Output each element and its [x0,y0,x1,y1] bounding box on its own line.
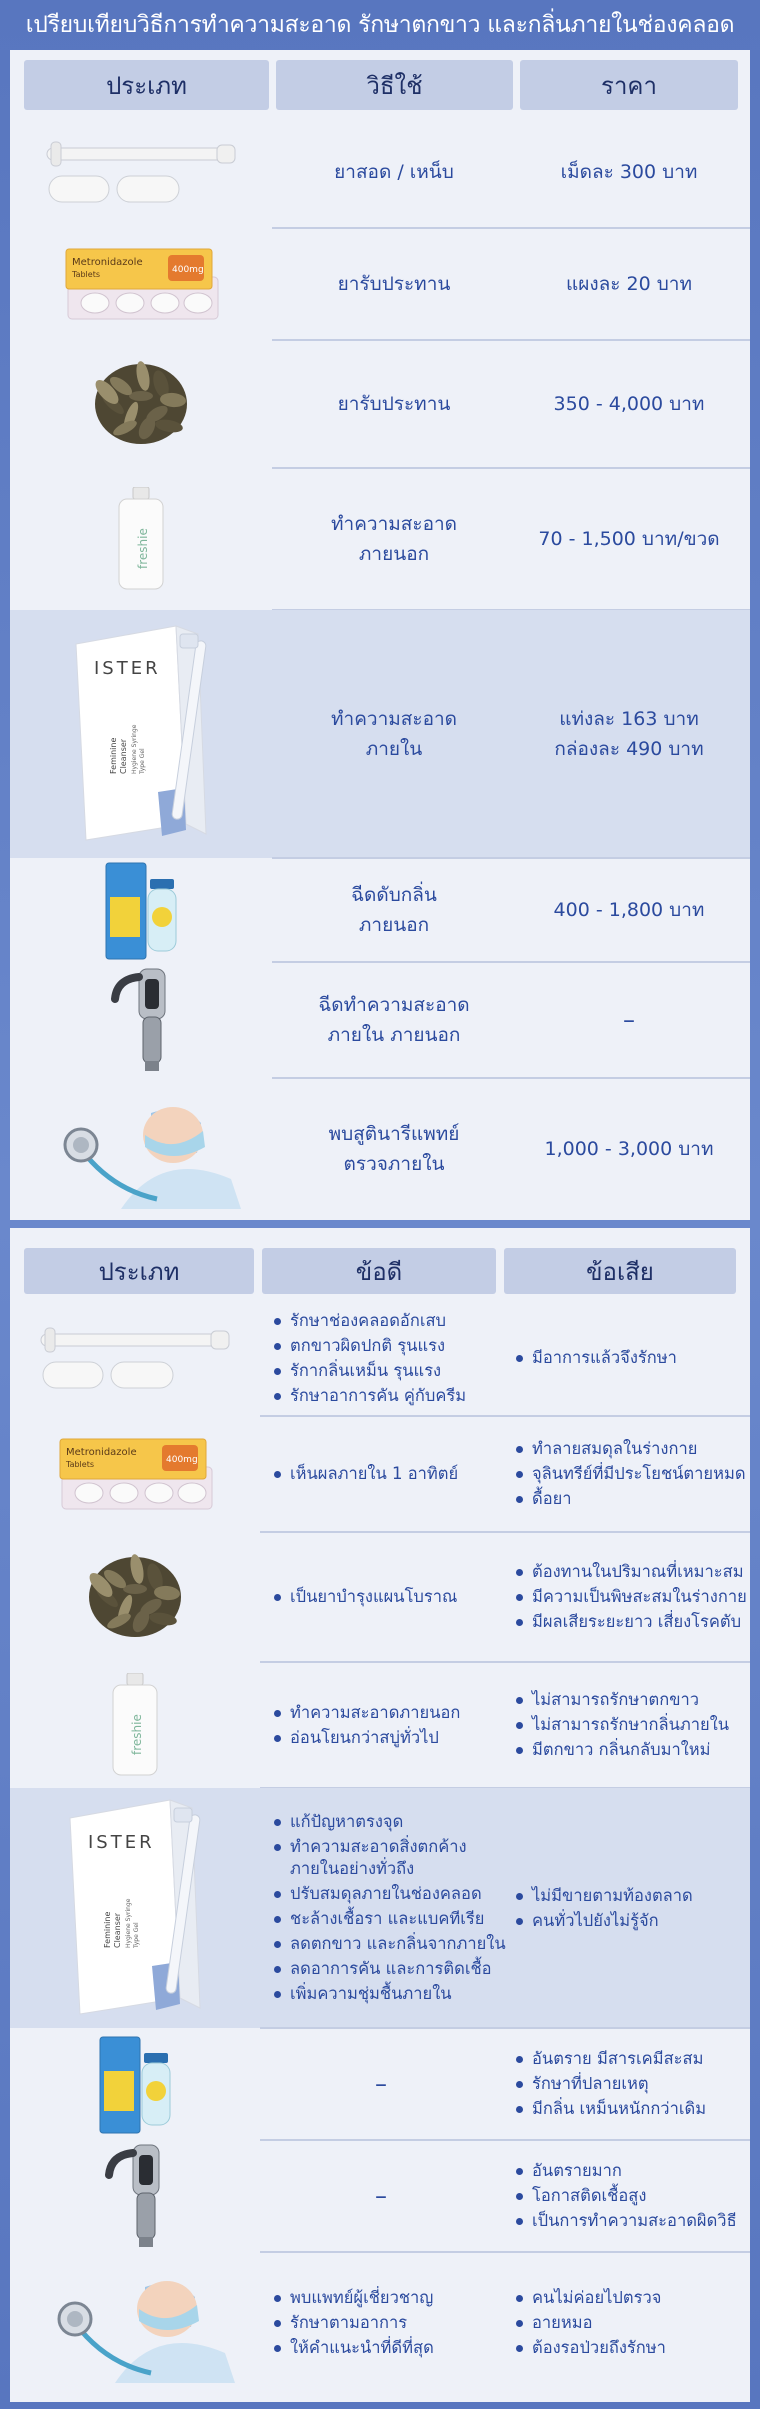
dried-herbs-icon [10,1532,260,1662]
svg-text:Metronidazole: Metronidazole [66,1447,137,1458]
cons-cell [502,1300,760,1416]
header-type: ประเภท [24,1248,254,1294]
svg-text:Tablets: Tablets [72,270,100,279]
usage-cell [272,340,516,468]
header-usage: วิธีใช้ [276,60,513,110]
usage-cell [272,116,516,228]
pros-cell [260,1416,514,1532]
cons-cell [502,2252,760,2394]
usage-cell-line: ยาสอด / เหน็บ [334,161,454,183]
usage-cell-line: ภายใน [365,738,423,760]
bullet-item: ดื้อยา [514,1488,746,1510]
bullet-item: พบแพทย์ผู้เชี่ยวชาญ [272,2287,434,2309]
bullet-item: เห็นผลภายใน 1 อาทิตย์ [272,1463,458,1485]
table-row [10,1300,750,1416]
svg-text:Cleanser: Cleanser [119,738,128,774]
price-cell [516,228,742,340]
price-cell [516,962,742,1078]
price-cell-line: 70 - 1,500 บาท/ขวด [538,528,720,550]
table-row [10,228,750,340]
bullet-item: คนไม่ค่อยไปตรวจ [514,2287,666,2309]
table-row [10,2252,750,2394]
pros-cell [260,2140,502,2252]
bullet-item: มีตกขาว กลิ่นกลับมาใหม่ [514,1739,729,1761]
svg-text:Type Gel: Type Gel [139,748,146,774]
bullet-item: ไม่สามารถรักษากลิ่นภายใน [514,1714,729,1736]
table-row [10,610,750,858]
bullet-item: ลดอาการคัน และการติดเชื้อ [272,1958,514,1980]
cons-cell [502,1788,760,2028]
table-row [10,1662,750,1788]
bullet-item: คนทั่วไปยังไม่รู้จัก [514,1910,693,1932]
bullet-item: ต้องทานในปริมาณที่เหมาะสม [514,1561,747,1583]
usage-cell-line: ภายใน ภายนอก [327,1024,461,1046]
usage-cell-line: ภายนอก [358,543,430,565]
deodorant-spray-icon [10,858,272,962]
table-row [10,1532,750,1662]
bullet-item: ไม่สามารถรักษาตกขาว [514,1689,729,1711]
header-cons: ข้อเสีย [504,1248,736,1294]
usage-cell [272,228,516,340]
usage-cell [272,468,516,610]
cons-cell [502,2140,760,2252]
table-row [10,962,750,1078]
bullet-item: ให้คำแนะนำที่ดีที่สุด [272,2337,434,2359]
doctor-stethoscope-icon [10,2252,260,2394]
price-cell-line: แผงละ 20 บาท [565,273,692,295]
table-row [10,116,750,228]
table-row [10,468,750,610]
cons-cell [502,1416,760,1532]
usage-cell-line: ฉีดดับกลิ่น [351,884,437,906]
ister-gel-box-icon [10,1788,260,2028]
bullet-item: รักากลิ่นเหม็น รุนแรง [272,1360,466,1382]
price-cell-line: 1,000 - 3,000 บาท [544,1138,714,1160]
page-title: เปรียบเทียบวิธีการทำความสะอาด รักษาตกขาว และกลิ่นภายในช่องคลอด [25,12,735,38]
svg-text:Type Gel: Type Gel [133,1922,140,1948]
price-cell [516,340,742,468]
bullet-item: ไม่มีขายตามท้องตลาด [514,1885,693,1907]
bullet-item: แก้ปัญหาตรงจุด [272,1811,514,1833]
bullet-item: อันตรายมาก [514,2160,737,2182]
usage-cell-line: ฉีดทำความสะอาด [318,994,470,1016]
svg-text:freshie: freshie [136,528,150,569]
bullet-item: ลดตกขาว และกลิ่นจากภายใน [272,1933,514,1955]
cons-cell [502,2028,760,2140]
usage-cell-line: ภายนอก [358,914,430,936]
pros-cell-empty: – [375,2070,387,2098]
bullet-item: เป็นยาบำรุงแผนโบราณ [272,1586,457,1608]
feminine-wash-bottle-icon [10,1662,260,1788]
dried-herbs-icon [10,340,272,468]
usage-cell-line: ทำความสะอาด [331,708,457,730]
table-row [10,1416,750,1532]
price-cell [516,610,742,858]
price-cell [516,116,742,228]
cons-cell [502,1532,760,1662]
price-cell-line: 350 - 4,000 บาท [553,393,705,415]
bullet-item: อ่อนโยนกว่าสบู่ทั่วไป [272,1727,460,1749]
bullet-item: มีความเป็นพิษสะสมในร่างกาย [514,1586,747,1608]
price-cell-line: 400 - 1,800 บาท [553,899,705,921]
bullet-item: อายหมอ [514,2312,666,2334]
svg-text:freshie: freshie [130,1714,144,1755]
price-cell [516,858,742,962]
pros-cell [260,1662,514,1788]
bidet-sprayer-icon [10,962,272,1078]
usage-cell [272,1078,516,1220]
cons-cell [502,1662,760,1788]
header-price: ราคา [520,60,738,110]
pros-cell [260,1532,514,1662]
svg-text:Cleanser: Cleanser [113,1912,122,1948]
price-cell-line: – [623,1006,635,1034]
pros-cell [260,1788,514,2028]
svg-text:400mg: 400mg [166,1455,198,1465]
usage-cell [272,610,516,858]
table-row [10,340,750,468]
price-cell-line: กล่องละ 490 บาท [554,738,704,760]
metronidazole-tablets-icon [10,228,272,340]
bullet-item: มีอาการแล้วจึงรักษา [514,1347,677,1369]
usage-cell [272,962,516,1078]
usage-cell-line: ตรวจภายใน [343,1153,445,1175]
bullet-item: รักษาตามอาการ [272,2312,434,2334]
bullet-item: รักษาที่ปลายเหตุ [514,2073,706,2095]
pros-cell [260,1300,514,1416]
svg-text:Feminine: Feminine [109,737,118,774]
ister-gel-box-icon [10,610,272,858]
bullet-item: ปรับสมดุลภายในช่องคลอด [272,1883,514,1905]
svg-text:Tablets: Tablets [66,1460,94,1469]
pros-cell [260,2252,514,2394]
bullet-item: ทำความสะอาดภายนอก [272,1702,460,1724]
bidet-sprayer-icon [10,2140,260,2252]
bullet-item: จุลินทรีย์ที่มีประโยชน์ตายหมด [514,1463,746,1485]
price-comparison-table [10,50,750,1220]
usage-cell-line: ทำความสะอาด [331,513,457,535]
svg-text:ISTER: ISTER [94,658,161,679]
price-cell [516,1078,742,1220]
usage-cell-line: ยารับประทาน [337,273,451,295]
bullet-item: ต้องรอป่วยถึงรักษา [514,2337,666,2359]
bullet-item: ตกขาวผิดปกติ รุนแรง [272,1335,466,1357]
usage-cell-line: พบสูตินารีแพทย์ [328,1123,460,1145]
svg-text:Hygiene Syringe: Hygiene Syringe [131,724,138,774]
bullet-item: เพิ่มความชุ่มชื้นภายใน [272,1983,514,2005]
header-type: ประเภท [24,60,269,110]
bullet-item: เป็นการทำความสะอาดผิดวิธี [514,2210,737,2232]
svg-text:Metronidazole: Metronidazole [72,257,143,268]
svg-text:400mg: 400mg [172,265,204,275]
table-row [10,858,750,962]
table-row [10,1788,750,2028]
usage-cell-line: ยารับประทาน [337,393,451,415]
svg-text:Hygiene Syringe: Hygiene Syringe [125,1898,132,1948]
bullet-item: ทำความสะอาดสิ่งตกค้าง ภายในอย่างทั่วถึง [272,1836,514,1880]
svg-text:ISTER: ISTER [88,1832,155,1853]
suppository-applicator-icon [10,1300,260,1416]
bullet-item: ชะล้างเชื้อรา และแบคทีเรีย [272,1908,514,1930]
price-cell-line: แท่งละ 163 บาท [559,708,699,730]
bullet-item: ทำลายสมดุลในร่างกาย [514,1438,746,1460]
bullet-item: รักษาช่องคลอดอักเสบ [272,1310,466,1332]
bullet-item: รักษาอาการคัน คู่กับครีม [272,1385,466,1407]
feminine-wash-bottle-icon [10,468,272,610]
usage-cell [272,858,516,962]
bullet-item: โอกาสติดเชื้อสูง [514,2185,737,2207]
pros-cons-table [10,1228,750,2402]
table-row [10,1078,750,1220]
bullet-item: มีกลิ่น เหม็นหนักกว่าเดิม [514,2098,706,2120]
pros-cell-empty: – [375,2182,387,2210]
suppository-applicator-icon [10,116,272,228]
header-pros: ข้อดี [262,1248,496,1294]
svg-text:Feminine: Feminine [103,1911,112,1948]
table-row [10,2028,750,2140]
metronidazole-tablets-icon [10,1416,260,1532]
price-cell-line: เม็ดละ 300 บาท [560,161,698,183]
doctor-stethoscope-icon [10,1078,272,1220]
pros-cell [260,2028,502,2140]
bullet-item: มีผลเสียระยะยาว เสี่ยงโรคตับ [514,1611,747,1633]
price-cell [516,468,742,610]
table-row [10,2140,750,2252]
bullet-item: อันตราย มีสารเคมีสะสม [514,2048,706,2070]
deodorant-spray-icon [10,2028,260,2140]
